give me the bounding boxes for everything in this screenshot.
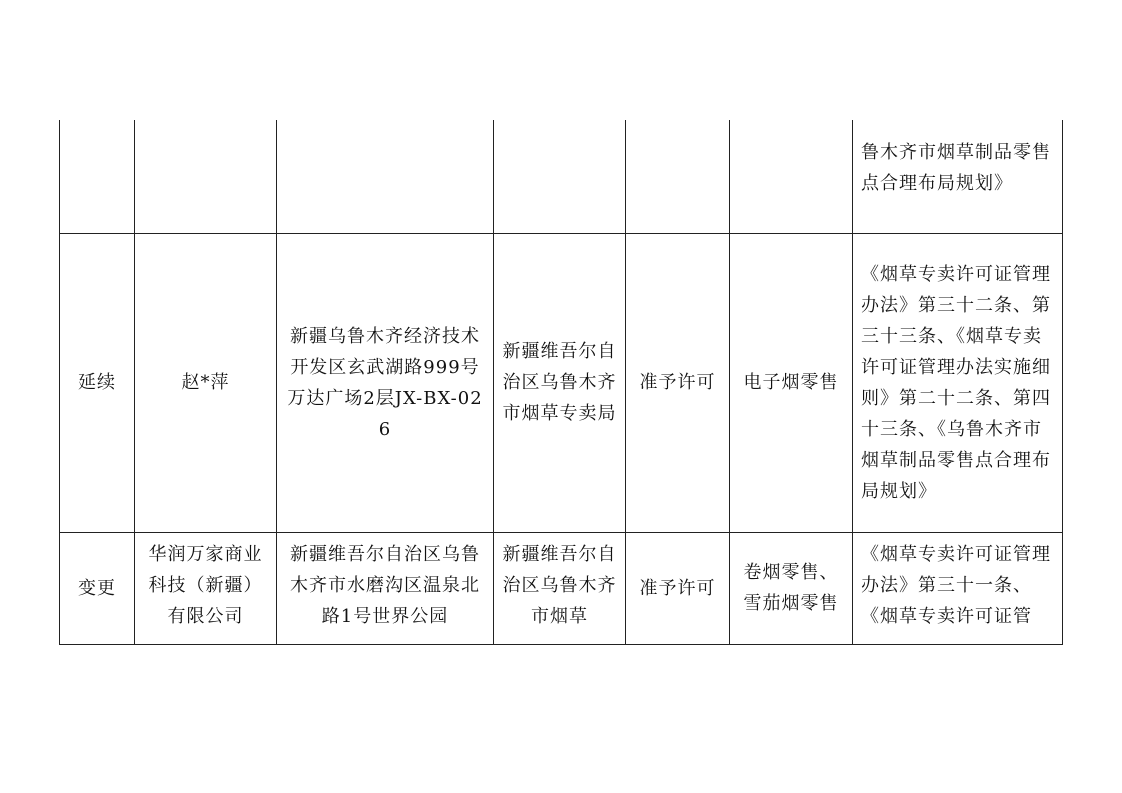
cell-decision: 准予许可 bbox=[626, 532, 730, 644]
cell-decision: 准予许可 bbox=[626, 233, 730, 532]
cell-scope: 电子烟零售 bbox=[730, 233, 853, 532]
cell-type: 变更 bbox=[60, 532, 135, 644]
cell-basis: 《烟草专卖许可证管理办法》第三十一条、《烟草专卖许可证管 bbox=[853, 532, 1063, 644]
permit-table bbox=[59, 120, 1063, 645]
cell-scope: 卷烟零售、雪茄烟零售 bbox=[730, 532, 853, 644]
cell-authority bbox=[494, 120, 626, 233]
cell-authority: 新疆维吾尔自治区乌鲁木齐市烟草专卖局 bbox=[494, 233, 626, 532]
cell-authority: 新疆维吾尔自治区乌鲁木齐市烟草 bbox=[494, 532, 626, 644]
cell-name: 赵*萍 bbox=[135, 233, 277, 532]
cell-type: 延续 bbox=[60, 233, 135, 532]
table-row bbox=[60, 532, 1063, 644]
cell-address: 新疆乌鲁木齐经济技术开发区玄武湖路999号万达广场2层JX-BX-026 bbox=[277, 233, 494, 532]
cell-decision bbox=[626, 120, 730, 233]
cell-address bbox=[277, 120, 494, 233]
table-row bbox=[60, 233, 1063, 532]
cell-name bbox=[135, 120, 277, 233]
cell-address: 新疆维吾尔自治区乌鲁木齐市水磨沟区温泉北路1号世界公园 bbox=[277, 532, 494, 644]
cell-scope bbox=[730, 120, 853, 233]
cell-basis: 《烟草专卖许可证管理办法》第三十二条、第三十三条、《烟草专卖许可证管理办法实施细则》第二十二条、第四十三条、《乌鲁木齐市烟草制品零售点合理布局规划》 bbox=[853, 233, 1063, 532]
table-row bbox=[60, 120, 1063, 233]
cell-type bbox=[60, 120, 135, 233]
cell-basis: 鲁木齐市烟草制品零售点合理布局规划》 bbox=[853, 120, 1063, 233]
cell-name: 华润万家商业科技（新疆）有限公司 bbox=[135, 532, 277, 644]
